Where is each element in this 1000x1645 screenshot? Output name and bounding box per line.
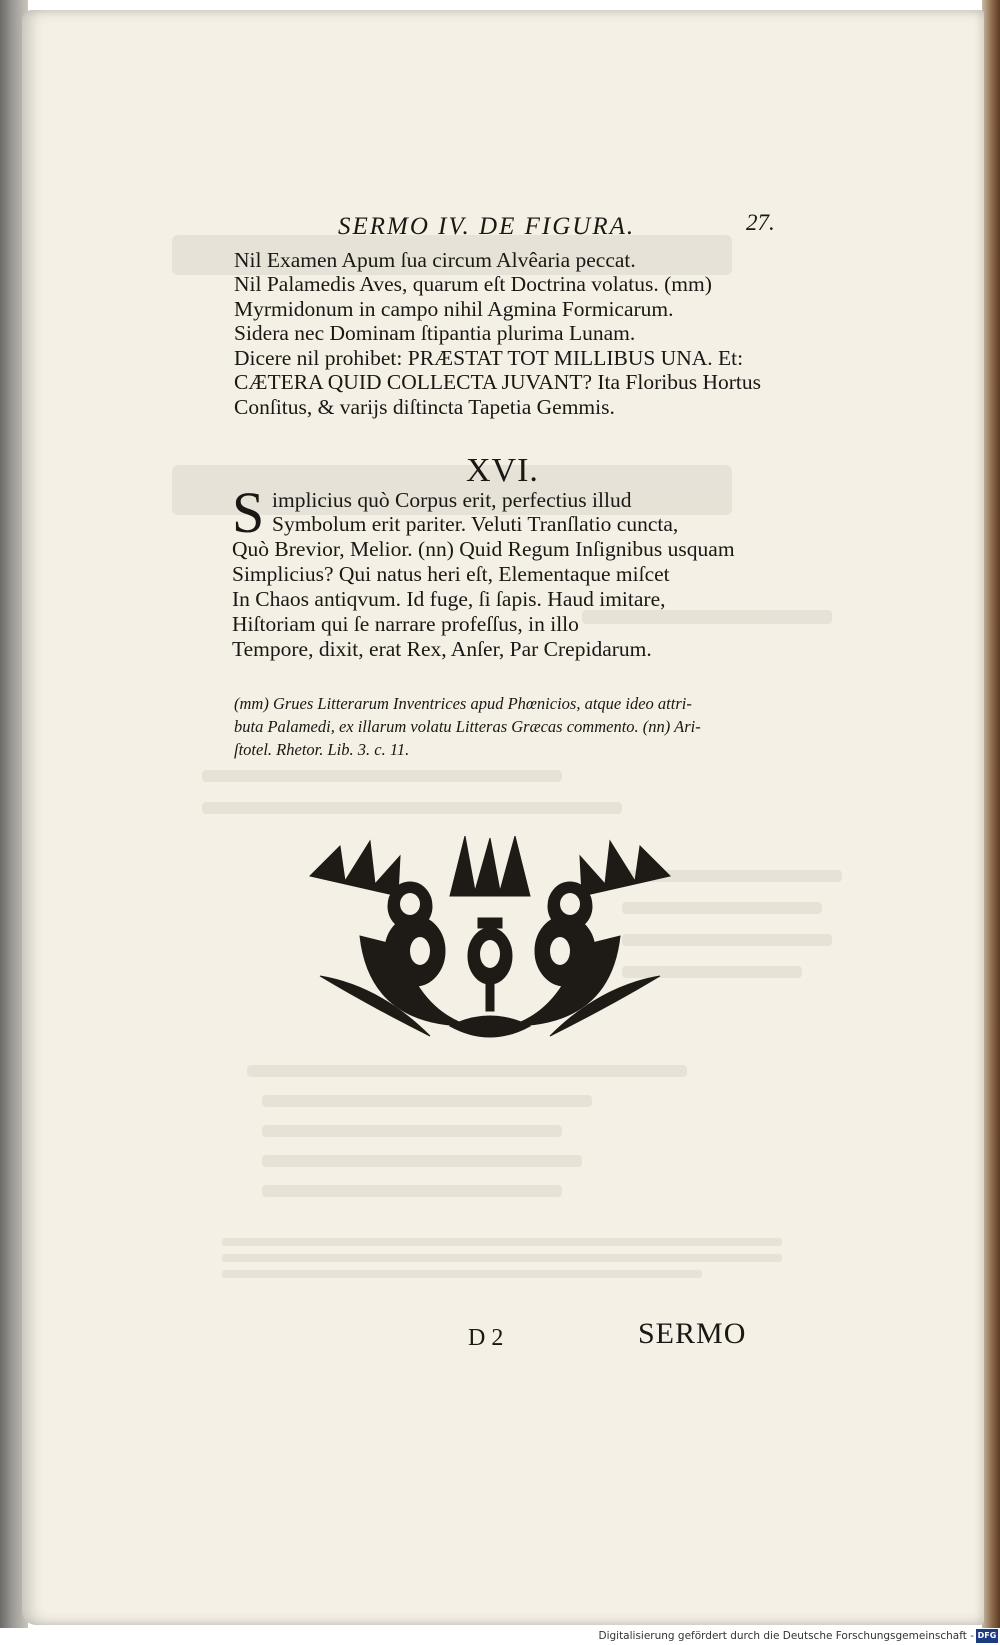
footnote-line: (mm) Grues Litterarum Inventrices apud Phœnicios, atque ideo attri- <box>234 694 692 713</box>
catchword: SERMO <box>638 1317 747 1350</box>
verse-line: Sidera nec Dominam ſtipantia plurima Lunam. <box>234 321 636 345</box>
page-number: 27. <box>746 210 775 235</box>
paragraph-line: In Chaos antiqvum. Id fuge, ſi ſapis. Haud imitare, <box>232 587 666 611</box>
verse-line: Nil Palamedis Aves, quarum eſt Doctrina volatus. (mm) <box>234 272 712 296</box>
section-number: XVI. <box>466 452 539 489</box>
paragraph-line: Quò Brevior, Melior. (nn) Quid Regum Inſignibus usquam <box>232 537 735 561</box>
footnote-line: ſtotel. Rhetor. Lib. 3. c. 11. <box>234 740 410 759</box>
dfg-logo: DFG <box>976 1629 998 1643</box>
paragraph-line: Symbolum erit pariter. Veluti Tranſlatio cuncta, <box>272 512 679 536</box>
paragraph-line: Hiſtoriam qui ſe narrare profeſſus, in illo <box>232 612 579 636</box>
verse-line: CÆTERA QUID COLLECTA JUVANT? Ita Floribus Hortus <box>234 370 762 394</box>
footnote-line: buta Palamedi, ex illarum volatu Litteras Græcas commento. (nn) Ari- <box>234 717 701 736</box>
verse-line: Dicere nil prohibet: PRÆSTAT TOT MILLIBUS UNA. Et: <box>234 346 744 370</box>
verse-line: Myrmidonum in campo nihil Agmina Formicarum. <box>234 297 674 321</box>
running-title: SERMO IV. DE FIGURA. <box>338 213 636 240</box>
drop-capital: S <box>232 480 265 545</box>
verse-line: Conſitus, & varijs diſtincta Tapetia Gemmis. <box>234 395 615 419</box>
book-cover-edge <box>982 0 1000 1630</box>
verse-line: Nil Examen Apum ſua circum Alvêaria peccat. <box>234 248 636 272</box>
paragraph-line: implicius quò Corpus erit, perfectius illud <box>272 488 632 512</box>
signature-mark: D 2 <box>468 1325 504 1351</box>
woodcut-ornament-image <box>300 836 680 1048</box>
paragraph-line: Tempore, dixit, erat Rex, Anſer, Par Crepidarum. <box>232 637 652 661</box>
digitization-note: Digitalisierung gefördert durch die Deutsche Forschungsgemeinschaft - <box>598 1630 974 1642</box>
paragraph-line: Simplicius? Qui natus heri eſt, Elementaque miſcet <box>232 562 670 586</box>
